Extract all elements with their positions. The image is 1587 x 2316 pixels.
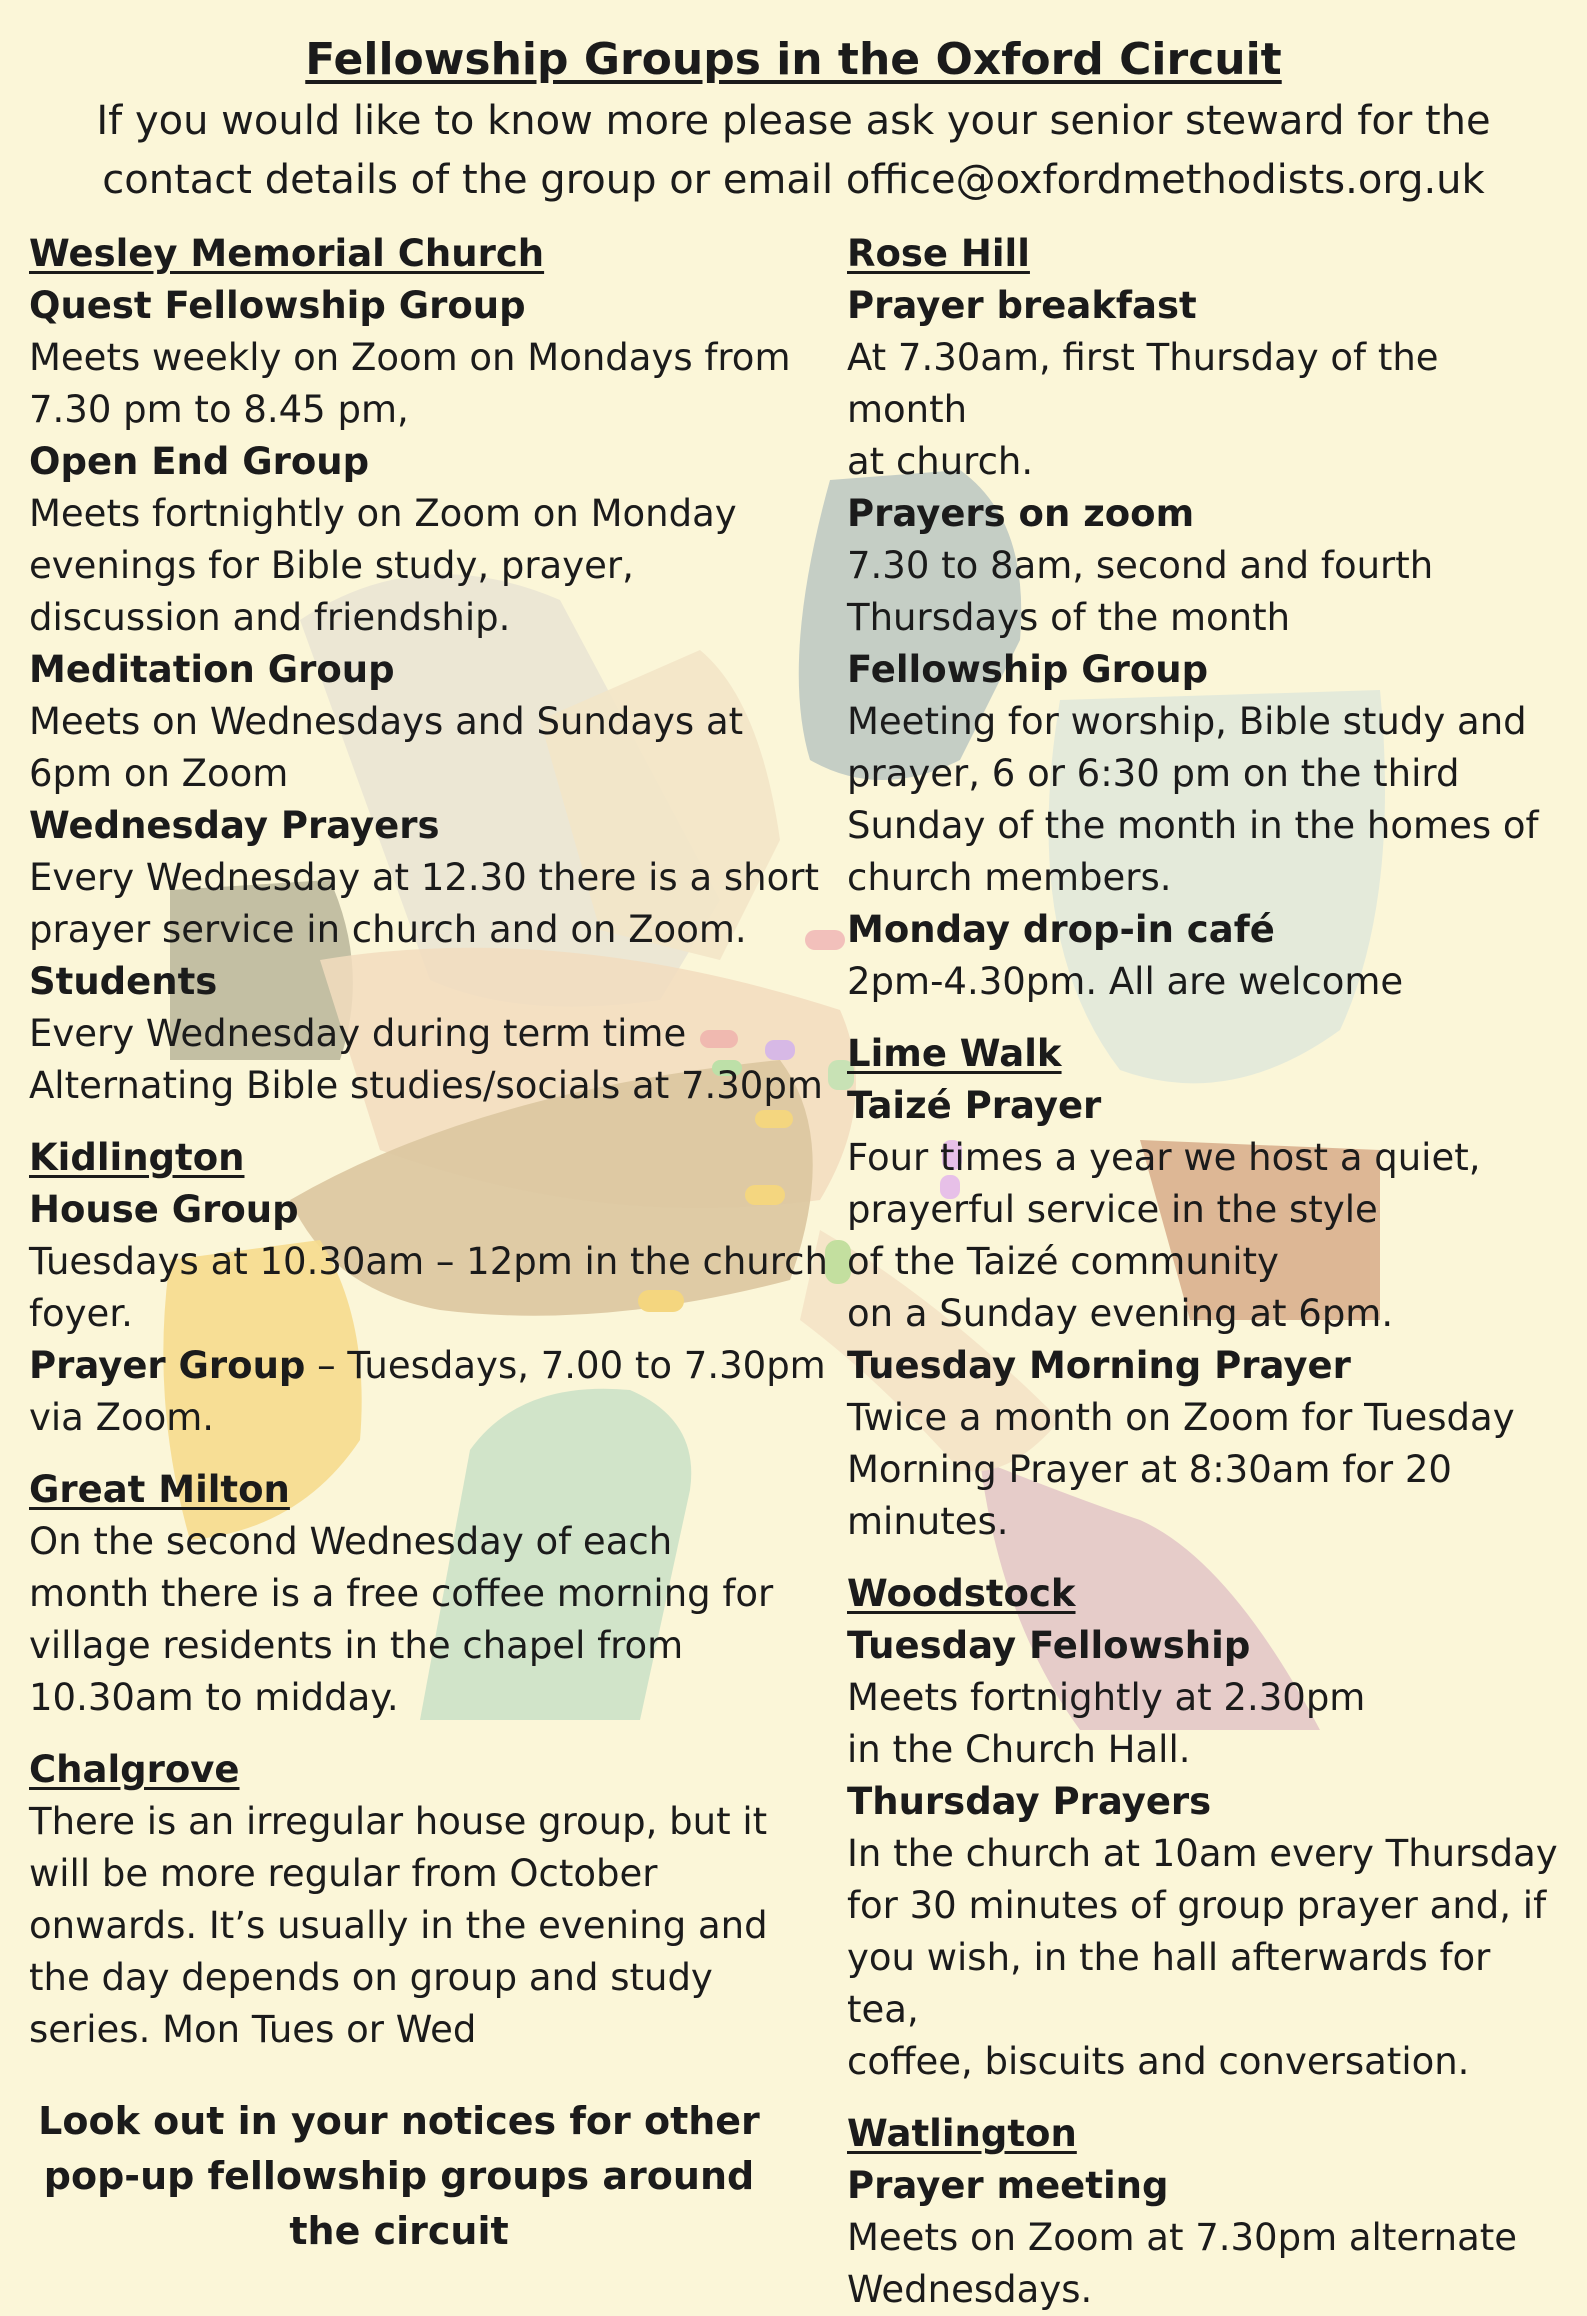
page-subtitle: If you would like to know more please ask your senior steward for the contact details of the group or email office@oxfordmethodists.org.uk	[96, 98, 1491, 203]
section-kidlington	[29, 1132, 829, 1444]
group-name: Prayer breakfast	[847, 284, 1197, 327]
group-name: Students	[29, 960, 218, 1003]
page-title: Fellowship Groups in the Oxford Circuit	[305, 34, 1282, 85]
section-great-milton	[29, 1464, 829, 1724]
location-heading: Lime Walk	[847, 1032, 1062, 1075]
group-description: Every Wednesday at 12.30 there is a short prayer service in church and on Zoom.	[29, 856, 819, 951]
group-description: 2pm-4.30pm. All are welcome	[847, 960, 1404, 1003]
location-heading: Watlington	[847, 2112, 1077, 2155]
location-heading: Wesley Memorial Church	[29, 232, 545, 275]
group-description: Every Wednesday during term time Alternating Bible studies/socials at 7.30pm	[29, 1012, 823, 1107]
section-chalgrove	[29, 1744, 829, 2056]
group-name: Monday drop-in café	[847, 908, 1275, 951]
section-lime-walk	[847, 1028, 1567, 1548]
group-description: Meets fortnightly on Zoom on Monday evenings for Bible study, prayer, discussion and friendship.	[29, 492, 737, 639]
footer-note: Look out in your notices for other pop-up fellowship groups around the circuit	[38, 2099, 760, 2253]
group-description: Meets fortnightly at 2.30pm in the Church Hall.	[847, 1676, 1366, 1771]
group-description: 7.30 to 8am, second and fourth Thursdays of the month	[847, 544, 1434, 639]
group-name: Tuesday Fellowship	[847, 1624, 1251, 1667]
group-description: At 7.30am, first Thursday of the month at church.	[847, 336, 1439, 483]
group-description: Meets on Wednesdays and Sundays at 6pm on Zoom	[29, 700, 744, 795]
group-description: Twice a month on Zoom for Tuesday Morning Prayer at 8:30am for 20 minutes.	[847, 1396, 1515, 1543]
group-name: Thursday Prayers	[847, 1780, 1212, 1823]
location-heading: Rose Hill	[847, 232, 1030, 275]
location-heading: Woodstock	[847, 1572, 1076, 1615]
section-wesley-memorial-church	[29, 228, 829, 1112]
left-column	[29, 228, 829, 2259]
group-name: House Group	[29, 1188, 299, 1231]
prayer-group-line	[29, 1340, 829, 1392]
group-name: Meditation Group	[29, 648, 395, 691]
group-description: Meets weekly on Zoom on Mondays from 7.30 pm to 8.45 pm,	[29, 336, 791, 431]
location-heading: Great Milton	[29, 1468, 290, 1511]
group-description: There is an irregular house group, but it will be more regular from October onwards. It’s usually in the evening and the day depends on group and study series. Mon Tues or Wed	[29, 1800, 768, 2051]
group-name: Prayers on zoom	[847, 492, 1195, 535]
group-description: – Tuesdays, 7.00 to 7.30pm	[305, 1344, 826, 1387]
group-name: Open End Group	[29, 440, 370, 483]
group-name: Taizé Prayer	[847, 1084, 1102, 1127]
group-name: Fellowship Group	[847, 648, 1209, 691]
group-name: Tuesday Morning Prayer	[847, 1344, 1351, 1387]
group-description: Meets on Zoom at 7.30pm alternate Wednesdays.	[847, 2216, 1518, 2311]
group-description: In the church at 10am every Thursday for 30 minutes of group prayer and, if you wish, in the hall afterwards for tea, coffee, biscuits and conversation.	[847, 1832, 1558, 2083]
section-woodstock	[847, 1568, 1567, 2088]
group-name: Wednesday Prayers	[29, 804, 440, 847]
group-description: On the second Wednesday of each month there is a free coffee morning for village residents in the chapel from 10.30am to midday.	[29, 1520, 774, 1719]
location-heading: Chalgrove	[29, 1748, 240, 1791]
group-description: Tuesdays at 10.30am – 12pm in the church foyer.	[29, 1240, 828, 1335]
group-description: Four times a year we host a quiet, prayerful service in the style of the Taizé community on a Sunday evening at 6pm.	[847, 1136, 1481, 1335]
section-rose-hill	[847, 228, 1567, 1008]
group-description: via Zoom.	[29, 1396, 215, 1439]
group-description: Meeting for worship, Bible study and prayer, 6 or 6:30 pm on the third Sunday of the month in the homes of church members.	[847, 700, 1539, 899]
section-watlington	[847, 2108, 1567, 2316]
group-name: Prayer meeting	[847, 2164, 1169, 2207]
right-column	[847, 228, 1567, 2316]
location-heading: Kidlington	[29, 1136, 245, 1179]
group-name: Quest Fellowship Group	[29, 284, 526, 327]
group-name: Prayer Group	[29, 1344, 306, 1387]
